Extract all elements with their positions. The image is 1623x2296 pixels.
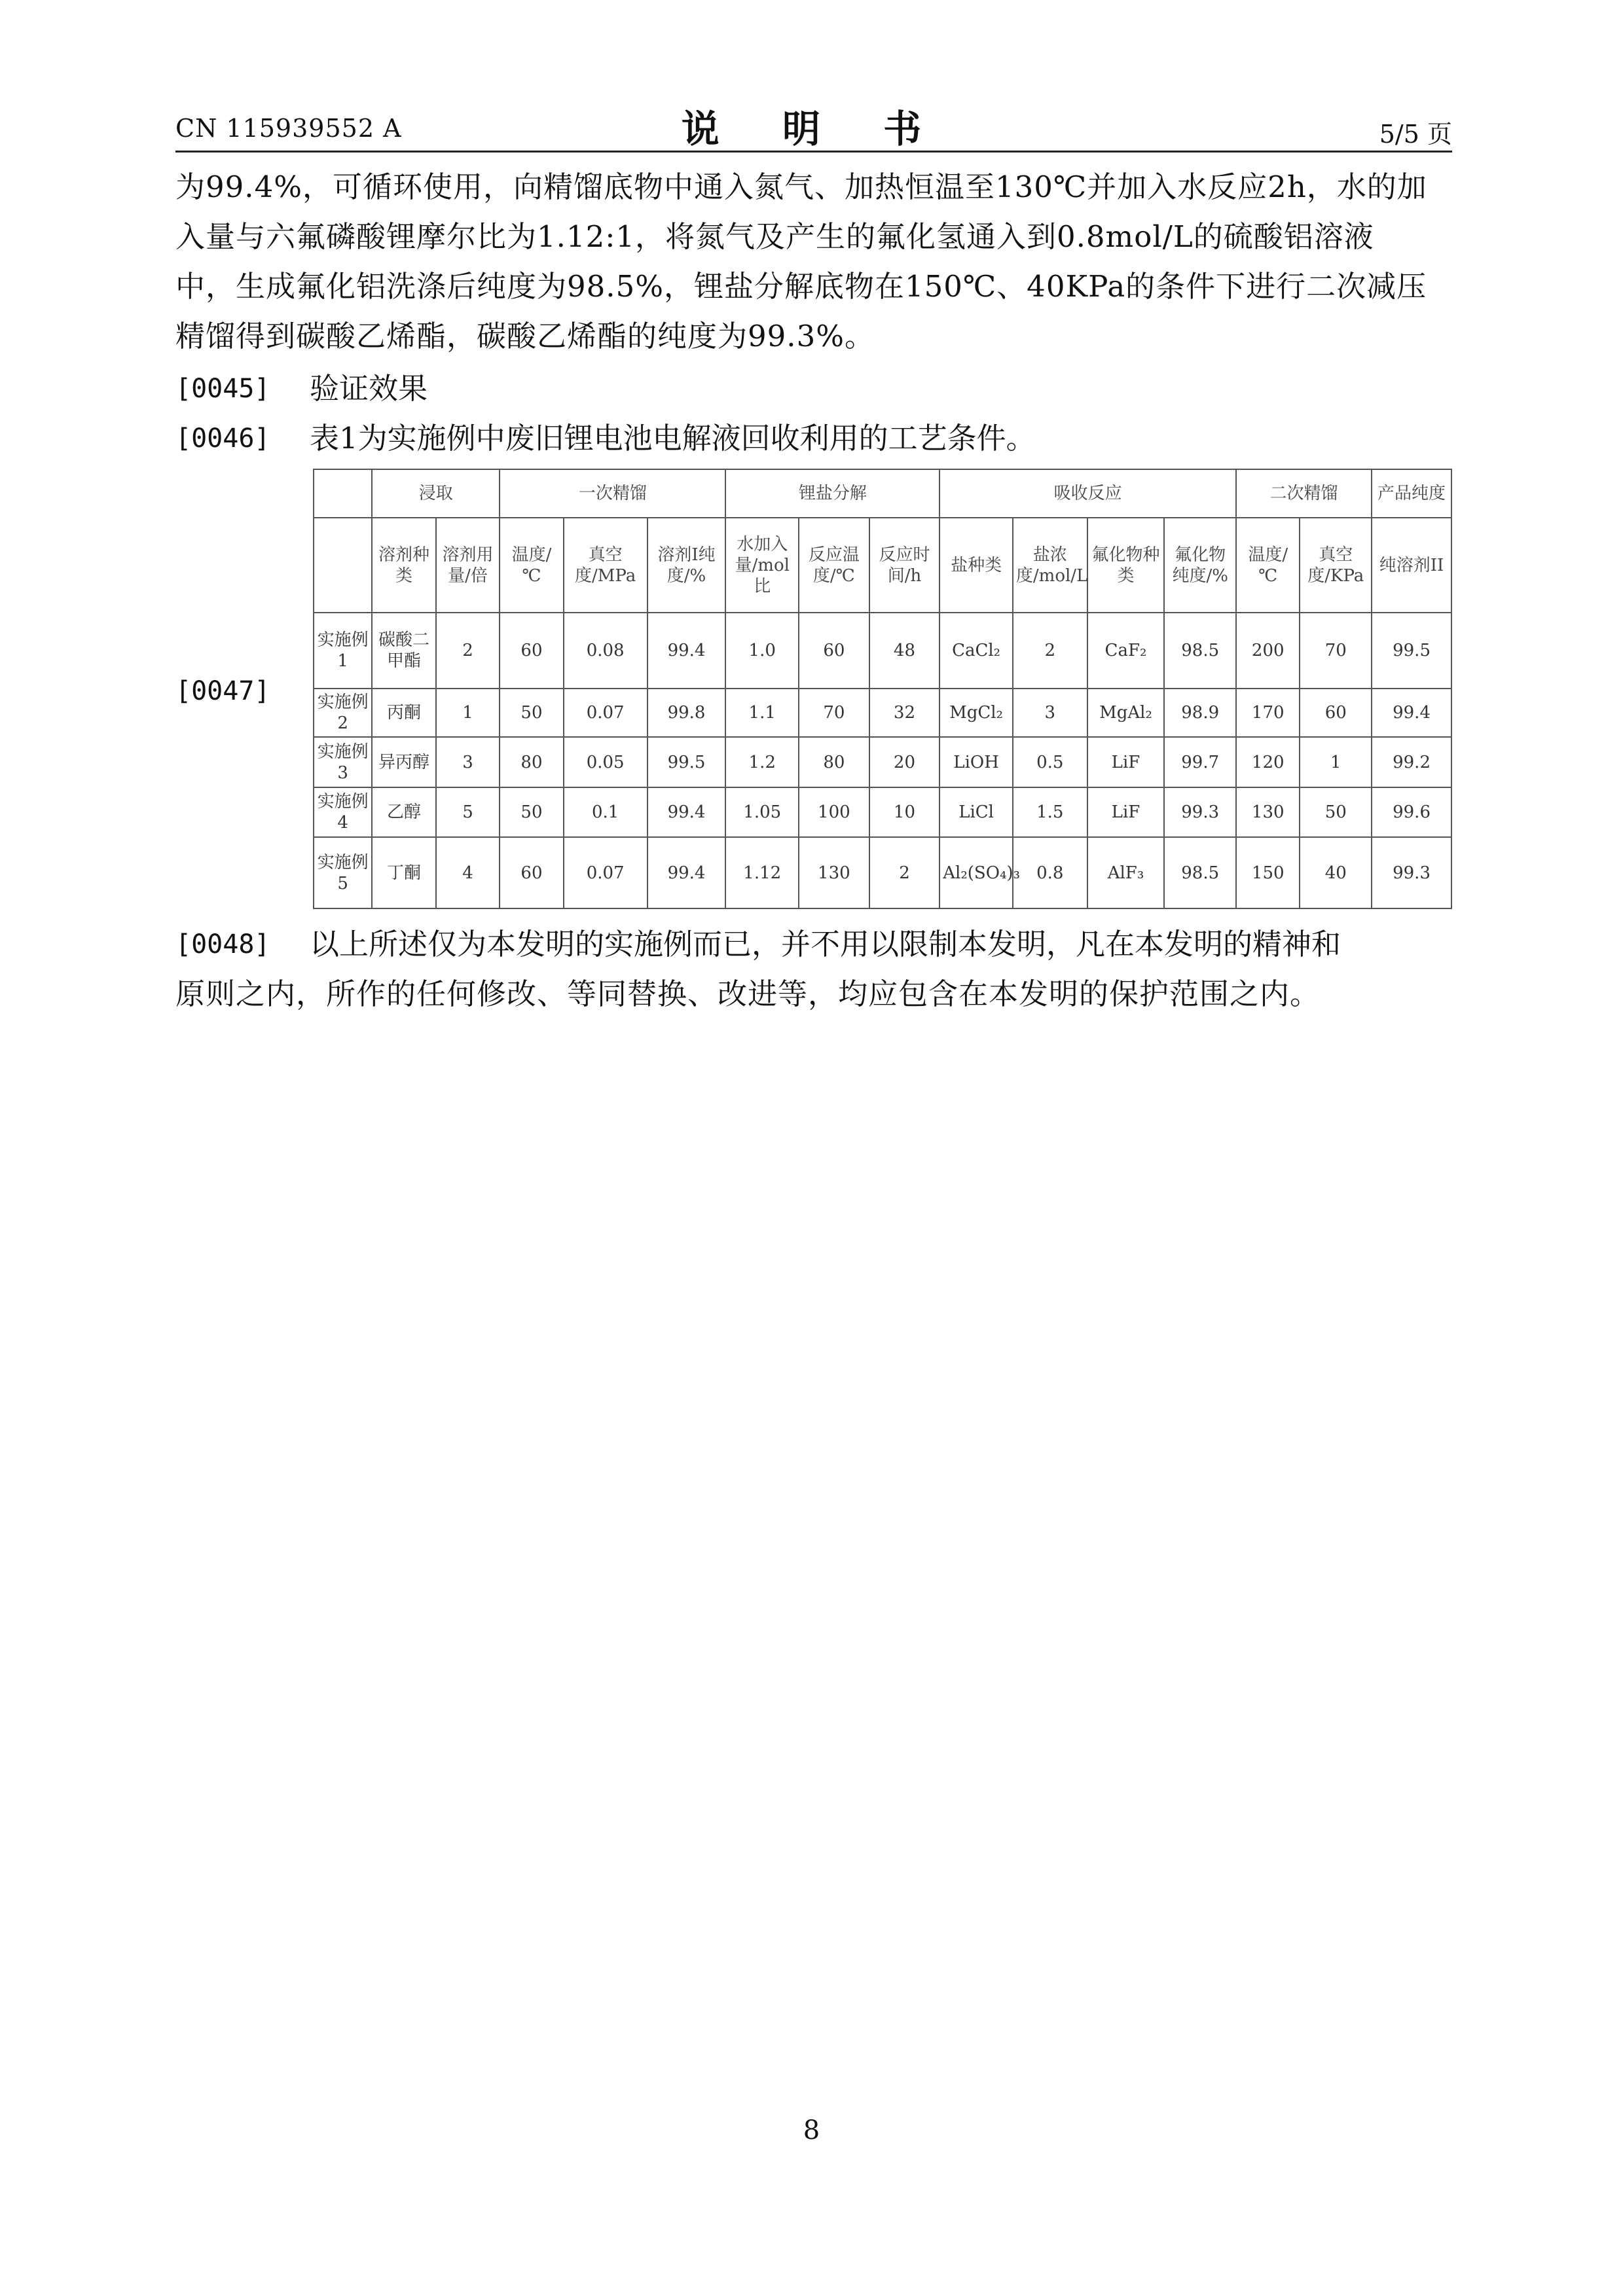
table-cell: LiCl bbox=[939, 787, 1013, 838]
paragraph-number: [0048] bbox=[175, 929, 270, 960]
table-cell: 2 bbox=[436, 613, 500, 689]
table-column-header: 真空度/MPa bbox=[564, 518, 647, 613]
table-cell: 乙醇 bbox=[372, 787, 435, 838]
text-line: 中，生成氟化铝洗涤后纯度为98.5%，锂盐分解底物在150℃、40KPa的条件下进行二次减压 bbox=[175, 269, 1427, 304]
table-column-header: 纯溶剂II bbox=[1372, 518, 1451, 613]
table-cell: 99.4 bbox=[647, 787, 726, 838]
table-cell: AlF₃ bbox=[1087, 837, 1165, 908]
table-cell: 98.5 bbox=[1164, 837, 1236, 908]
table-row bbox=[314, 689, 1451, 737]
table-row-label: 实施例1 bbox=[314, 613, 372, 689]
table-column-header: 水加入量/mol比 bbox=[725, 518, 799, 613]
document-title: 说 明 书 bbox=[681, 107, 947, 151]
table-cell: 5 bbox=[436, 787, 500, 838]
table-cell: 3 bbox=[436, 737, 500, 787]
table-cell: LiOH bbox=[939, 737, 1013, 787]
table-cell: 4 bbox=[436, 837, 500, 908]
table-cell: 32 bbox=[869, 689, 940, 737]
table-cell: 50 bbox=[500, 787, 563, 838]
table-cell: 60 bbox=[500, 837, 563, 908]
paragraph-0048 bbox=[175, 920, 1452, 1019]
table-cell: 120 bbox=[1236, 737, 1300, 787]
header-divider bbox=[175, 151, 1452, 152]
table-column-header: 盐种类 bbox=[939, 518, 1013, 613]
page-header bbox=[175, 98, 1452, 151]
table-column-header: 反应时间/h bbox=[869, 518, 940, 613]
table-group-header: 吸收反应 bbox=[939, 469, 1236, 518]
text-line: 为99.4%，可循环使用，向精馏底物中通入氮气、加热恒温至130℃并加入水反应2h，水的加 bbox=[175, 170, 1427, 204]
table-cell: 98.9 bbox=[1164, 689, 1236, 737]
table-cell: 异丙醇 bbox=[372, 737, 435, 787]
paragraph-text: 原则之内，所作的任何修改、等同替换、改进等，均应包含在本发明的保护范围之内。 bbox=[175, 977, 1321, 1011]
page-indicator: 5/5 页 bbox=[1379, 120, 1452, 149]
table-column-header: 氟化物纯度/% bbox=[1164, 518, 1236, 613]
table-cell: LiF bbox=[1087, 737, 1165, 787]
paragraph-number: [0045] bbox=[175, 374, 270, 404]
table-cell: 60 bbox=[1300, 689, 1372, 737]
table-cell: 0.8 bbox=[1013, 837, 1087, 908]
paragraph-text: 表1为实施例中废旧锂电池电解液回收利用的工艺条件。 bbox=[310, 421, 1036, 456]
text-line: 入量与六氟磷酸锂摩尔比为1.12:1，将氮气及产生的氟化氢通入到0.8mol/L的硫酸铝溶液 bbox=[175, 219, 1374, 254]
table-group-header-row bbox=[314, 469, 1451, 518]
table-subheader-row bbox=[314, 518, 1451, 613]
table-cell: 20 bbox=[869, 737, 940, 787]
table-cell: 2 bbox=[1013, 613, 1087, 689]
table-cell: 丁酮 bbox=[372, 837, 435, 908]
table-row-label: 实施例2 bbox=[314, 689, 372, 737]
table-cell: 1.12 bbox=[725, 837, 799, 908]
table-column-header: 反应温度/℃ bbox=[799, 518, 869, 613]
table-cell: 0.05 bbox=[564, 737, 647, 787]
table-cell: 150 bbox=[1236, 837, 1300, 908]
table-group-header: 二次精馏 bbox=[1236, 469, 1372, 518]
table-cell: 60 bbox=[799, 613, 869, 689]
paragraph-number: [0046] bbox=[175, 423, 270, 454]
table-cell: 2 bbox=[869, 837, 940, 908]
text-line: 精馏得到碳酸乙烯酯，碳酸乙烯酯的纯度为99.3%。 bbox=[175, 319, 875, 353]
table-cell: 3 bbox=[1013, 689, 1087, 737]
table-cell: 50 bbox=[1300, 787, 1372, 838]
table-cell: 80 bbox=[799, 737, 869, 787]
table-cell: 99.7 bbox=[1164, 737, 1236, 787]
table-row-label: 实施例4 bbox=[314, 787, 372, 838]
patent-number: CN 115939552 A bbox=[175, 114, 402, 143]
table-cell: 99.3 bbox=[1164, 787, 1236, 838]
table-row bbox=[314, 787, 1451, 838]
table-column-header: 氟化物种类 bbox=[1087, 518, 1165, 613]
table-column-header: 温度/℃ bbox=[1236, 518, 1300, 613]
table-cell: 10 bbox=[869, 787, 940, 838]
table-cell: 0.1 bbox=[564, 787, 647, 838]
table-cell: 99.4 bbox=[1372, 689, 1451, 737]
table-corner-cell bbox=[314, 469, 372, 518]
paragraph-text: 验证效果 bbox=[310, 371, 428, 406]
table-column-header: 真空度/KPa bbox=[1300, 518, 1372, 613]
table-cell: 1 bbox=[436, 689, 500, 737]
table-cell: 99.8 bbox=[647, 689, 726, 737]
table-cell: 48 bbox=[869, 613, 940, 689]
table-cell: 0.5 bbox=[1013, 737, 1087, 787]
table-cell: 80 bbox=[500, 737, 563, 787]
continued-paragraph bbox=[175, 162, 1452, 361]
table-row-label: 实施例3 bbox=[314, 737, 372, 787]
table-cell: MgAl₂ bbox=[1087, 689, 1165, 737]
table-cell: 99.4 bbox=[647, 837, 726, 908]
table-cell: 碳酸二甲酯 bbox=[372, 613, 435, 689]
table-cell: 1.05 bbox=[725, 787, 799, 838]
table-cell: CaF₂ bbox=[1087, 613, 1165, 689]
table-cell: 130 bbox=[1236, 787, 1300, 838]
table-group-header: 锂盐分解 bbox=[725, 469, 939, 518]
table-cell: 99.2 bbox=[1372, 737, 1451, 787]
process-conditions-table bbox=[313, 469, 1452, 909]
table-cell: 0.07 bbox=[564, 689, 647, 737]
table-cell: 200 bbox=[1236, 613, 1300, 689]
table-cell: 99.5 bbox=[1372, 613, 1451, 689]
table-cell: 170 bbox=[1236, 689, 1300, 737]
table-cell: CaCl₂ bbox=[939, 613, 1013, 689]
table-cell: 99.5 bbox=[647, 737, 726, 787]
table-column-header: 溶剂用量/倍 bbox=[436, 518, 500, 613]
table-column-header: 溶剂种类 bbox=[372, 518, 435, 613]
table-group-header: 一次精馏 bbox=[500, 469, 725, 518]
table-row bbox=[314, 737, 1451, 787]
table-cell: 0.08 bbox=[564, 613, 647, 689]
table-cell: 0.07 bbox=[564, 837, 647, 908]
page-number: 8 bbox=[803, 2115, 820, 2145]
table-cell: 1.1 bbox=[725, 689, 799, 737]
table-cell: 130 bbox=[799, 837, 869, 908]
table-cell: 40 bbox=[1300, 837, 1372, 908]
table-cell: 1 bbox=[1300, 737, 1372, 787]
table-corner-cell bbox=[314, 518, 372, 613]
paragraph-text: 以上所述仅为本发明的实施例而已，并不用以限制本发明，凡在本发明的精神和 bbox=[310, 927, 1341, 961]
table-cell: 70 bbox=[799, 689, 869, 737]
table-cell: LiF bbox=[1087, 787, 1165, 838]
table-cell: 99.3 bbox=[1372, 837, 1451, 908]
table-column-header: 温度/℃ bbox=[500, 518, 563, 613]
table-cell: 50 bbox=[500, 689, 563, 737]
paragraph-number: [0047] bbox=[175, 676, 270, 706]
table-cell: 70 bbox=[1300, 613, 1372, 689]
table-cell: 60 bbox=[500, 613, 563, 689]
table-cell: 1.0 bbox=[725, 613, 799, 689]
table-group-header: 浸取 bbox=[372, 469, 500, 518]
table-cell: 100 bbox=[799, 787, 869, 838]
table-cell: 1.5 bbox=[1013, 787, 1087, 838]
table-row bbox=[314, 837, 1451, 908]
table-cell: Al₂(SO₄)₃ bbox=[939, 837, 1013, 908]
table-row-label: 实施例5 bbox=[314, 837, 372, 908]
table-column-header: 溶剂I纯度/% bbox=[647, 518, 726, 613]
table-cell: 99.4 bbox=[647, 613, 726, 689]
table-column-header: 盐浓度/mol/L bbox=[1013, 518, 1087, 613]
table-cell: MgCl₂ bbox=[939, 689, 1013, 737]
table-cell: 丙酮 bbox=[372, 689, 435, 737]
table-cell: 98.5 bbox=[1164, 613, 1236, 689]
table-group-header: 产品纯度 bbox=[1372, 469, 1451, 518]
table-row bbox=[314, 613, 1451, 689]
table-cell: 1.2 bbox=[725, 737, 799, 787]
table-cell: 99.6 bbox=[1372, 787, 1451, 838]
